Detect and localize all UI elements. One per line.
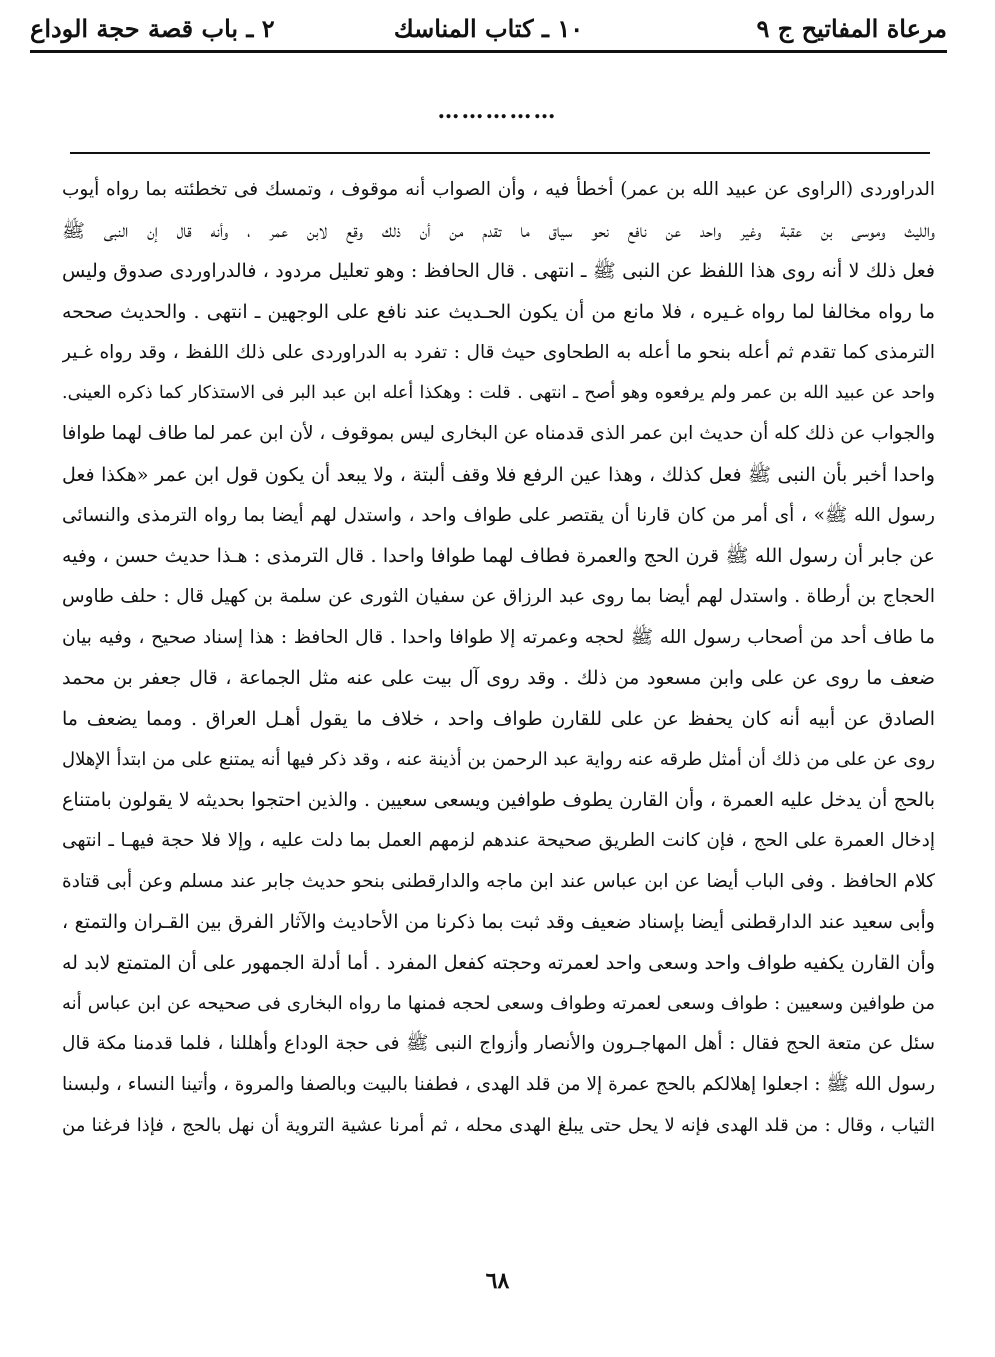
text-line: روى عن على من ذلك أن أمثل طرقه عنه رواية عبد الرحمن بن أذينة عنه ، وقد ذكر فيها أنه يمتنع على من ابتدأ الإهلال — [62, 748, 935, 770]
text-line: واحد عن عبيد الله بن عمر ولم يرفعوه وهو أصح ـ انتهى . قلت : وهكذا أعله ابن عبد البر فى الاستذكار كما ذكره العينى. — [62, 383, 935, 404]
text-line: عن جابر أن رسول الله ﷺ قرن الحج والعمرة فطاف لهما طوافا واحدا . قال الترمذى : هـذا حديث حسن ، وفيه — [62, 545, 935, 568]
text-line: كلام الحافظ . وفى الباب أيضا عن ابن عباس عند ابن ماجه والدارقطنى بنحو حديث جابر عند مسلم وعن أبى قتادة — [62, 870, 935, 892]
page-header — [30, 10, 947, 53]
text-line: الدراوردى (الراوى عن عبيد الله بن عمر) أخطأ فيه ، وأن الصواب أنه موقوف ، وتمسك فى تخطئته بما رواه أيوب — [62, 179, 935, 200]
text-line: والجواب عن ذلك كله أن حديث ابن عمر الذى قدمناه عن البخارى ليس بموقوف ، لأن ابن عمر لما طاف لهما طوافا — [62, 423, 935, 445]
text-line: ضعف ما روى عن على وابن مسعود من ذلك . وقد روى آل بيت على عنه مثل الجماعة ، قال جعفر بن محمد — [62, 667, 935, 690]
text-line: إدخال العمرة على الحج ، فإن كانت الطريق صحيحة عندهم لزمهم العمل بما دلت عليه ، وإلا فلا حجة فيهـا ـ انتهى — [62, 830, 935, 851]
page-number: ٦٨ — [485, 1268, 510, 1294]
section-separator: …………… — [437, 98, 558, 124]
book-title: مرعاة المفاتيح ج ٩ — [756, 14, 947, 43]
text-line: رسول الله ﷺ» ، أى أمر من كان قارنا أن يقتصر على طواف واحد ، واستدل لهم أيضا بما رواه الترمذى والنسائى — [62, 504, 935, 526]
text-line: الحجاج بن أرطاة . واستدل لهم أيضا بما روى عبد الرزاق عن سفيان الثورى عن سلمة بن كهيل قال : حلف طاوس — [62, 585, 935, 607]
text-line: من طوافين وسعيين : طواف وسعى لعمرته وطواف وسعى لحجه فمنها ما رواه البخارى فى صحيحه عن ابن عباس أنه — [62, 992, 935, 1014]
footnote-rule — [70, 152, 930, 154]
text-line: بالحج أن يدخل عليه العمرة ، وأن القارن يطوف طوافين ويسعى سعيين . والذين احتجوا بحديثه لا يقولون بامتناع — [62, 789, 935, 812]
text-line: الترمذى كما تقدم ثم أعله بنحو ما أعله به الطحاوى حيث قال : تفرد به الدراوردى على ذلك اللفظ ، وقد رواه غـير — [62, 341, 935, 363]
text-line: الثياب ، وقال : من قلد الهدى فإنه لا يحل حتى يبلغ الهدى محله ، ثم أمرنا عشية التروية أن نهل بالحج ، فإذا فرغنا من — [62, 1114, 935, 1136]
book-section: ١٠ ـ كتاب المناسك — [393, 14, 584, 43]
text-line: وأن القارن يكفيه طواف واحد وسعى واحد لعمرته وحجته كفعل المفرد . أما أدلة الجمهور على أن المتمتع لابد له — [62, 952, 935, 975]
chapter-title: ٢ ـ باب قصة حجة الوداع — [30, 14, 275, 43]
text-line: والليث وموسى بن عقبة وغير واحد عن نافع نحو سياق ما تقدم من أن ذلك وقع لابن عمر ، وأنه قال إن النبى ﷺ — [62, 219, 935, 242]
text-line: ما طاف أحد من أصحاب رسول الله ﷺ لحجه وعمرته إلا طوافا واحدا . قال الحافظ : هذا إسناد صحيح ، وفيه بيان — [62, 626, 935, 648]
text-line: وأبى سعيد عند الدارقطنى أيضا بإسناد ضعيف وقد ثبت بما ذكرنا من الأحاديث والآثار الفرق بين القـران والتمتع ، — [62, 911, 935, 934]
text-line: واحدا أخبر بأن النبى ﷺ فعل كذلك ، وهذا عين الرفع فلا وقف ألبتة ، ولا يبعد أن يكون قول ابن عمر «هكذا فعل — [62, 463, 935, 486]
text-line: ما رواه مخالفا لما رواه غـيره ، فلا مانع من أن يكون الحـديث عند نافع على الوجهين ـ انتهى . والحديث صححه — [62, 301, 935, 324]
text-line: فعل ذلك لا أنه روى هذا اللفظ عن النبى ﷺ ـ انتهى . قال الحافظ : وهو تعليل مردود ، فالدراوردى صدوق وليس — [62, 260, 935, 283]
commentary-text — [62, 170, 935, 1147]
text-line: رسول الله ﷺ : اجعلوا إهلالكم بالحج عمرة إلا من قلد الهدى ، فطفنا بالبيت وبالصفا والمروة ، وأتينا النساء ، ولبسنا — [62, 1074, 935, 1096]
text-line: الصادق عن أبيه أنه كان يحفظ عن على للقارن طواف واحد ، خلاف ما يقول أهـل العراق . ومما يضعف ما — [62, 707, 935, 730]
text-line: سئل عن متعة الحج فقال : أهل المهاجـرون والأنصار وأزواج النبى ﷺ فى حجة الوداع وأهللنا ، فلما قدمنا مكة قال — [62, 1033, 935, 1055]
